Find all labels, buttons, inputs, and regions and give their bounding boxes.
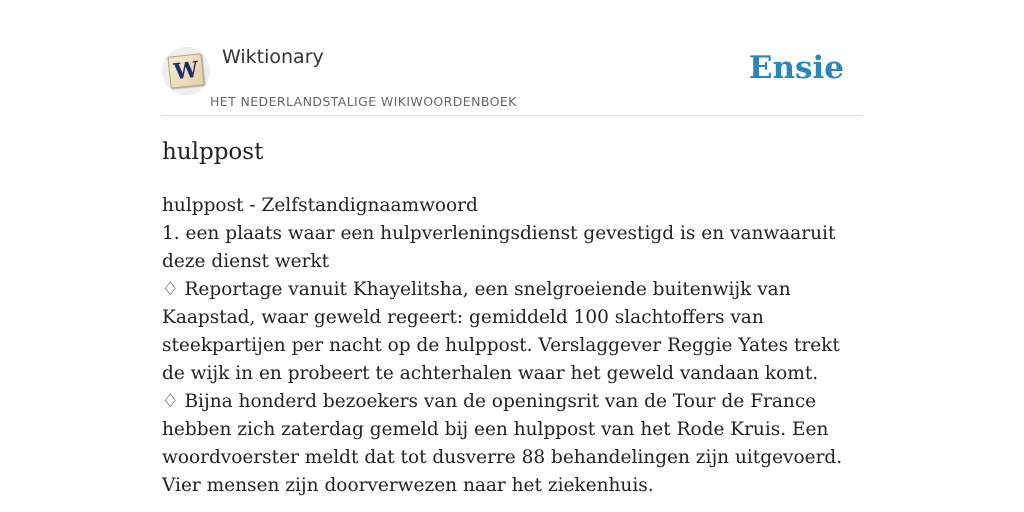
entry-heading: hulppost - Zelfstandignaamwoord <box>162 195 478 216</box>
entry-definition: 1. een plaats waar een hulpverleningsdienst gevestigd is en vanwaaruit deze dienst werkt <box>162 223 836 272</box>
brand-logo[interactable]: Ensie <box>748 50 844 86</box>
logo-letter: W <box>172 56 200 86</box>
entry-content <box>162 192 862 500</box>
wiktionary-logo[interactable] <box>162 47 210 95</box>
example-sentence: ♢ Reportage vanuit Khayelitsha, een snelgroeiende buitenwijk van Kaapstad, waar geweld regeert: gemiddeld 100 slachtoffers van steekpartijen per nacht op de hulppost. Verslaggever Reggie Yates trekt de wijk in en probeert te achterhalen waar het geweld vandaan komt. <box>162 279 840 384</box>
site-name[interactable]: Wiktionary <box>222 46 324 68</box>
header-divider <box>162 115 862 116</box>
site-tagline: HET NEDERLANDSTALIGE WIKIWOORDENBOEK <box>210 94 517 109</box>
wiktionary-tile-icon <box>167 53 204 88</box>
page-title: hulppost <box>162 139 264 165</box>
example-sentence: ♢ Bijna honderd bezoekers van de openingsrit van de Tour de France hebben zich zaterdag gemeld bij een hulppost van het Rode Kruis. Een woordvoerster meldt dat tot dusverre 88 behandelingen zijn uitgevoerd. Vier mensen zijn doorverwezen naar het ziekenhuis. <box>162 391 843 496</box>
